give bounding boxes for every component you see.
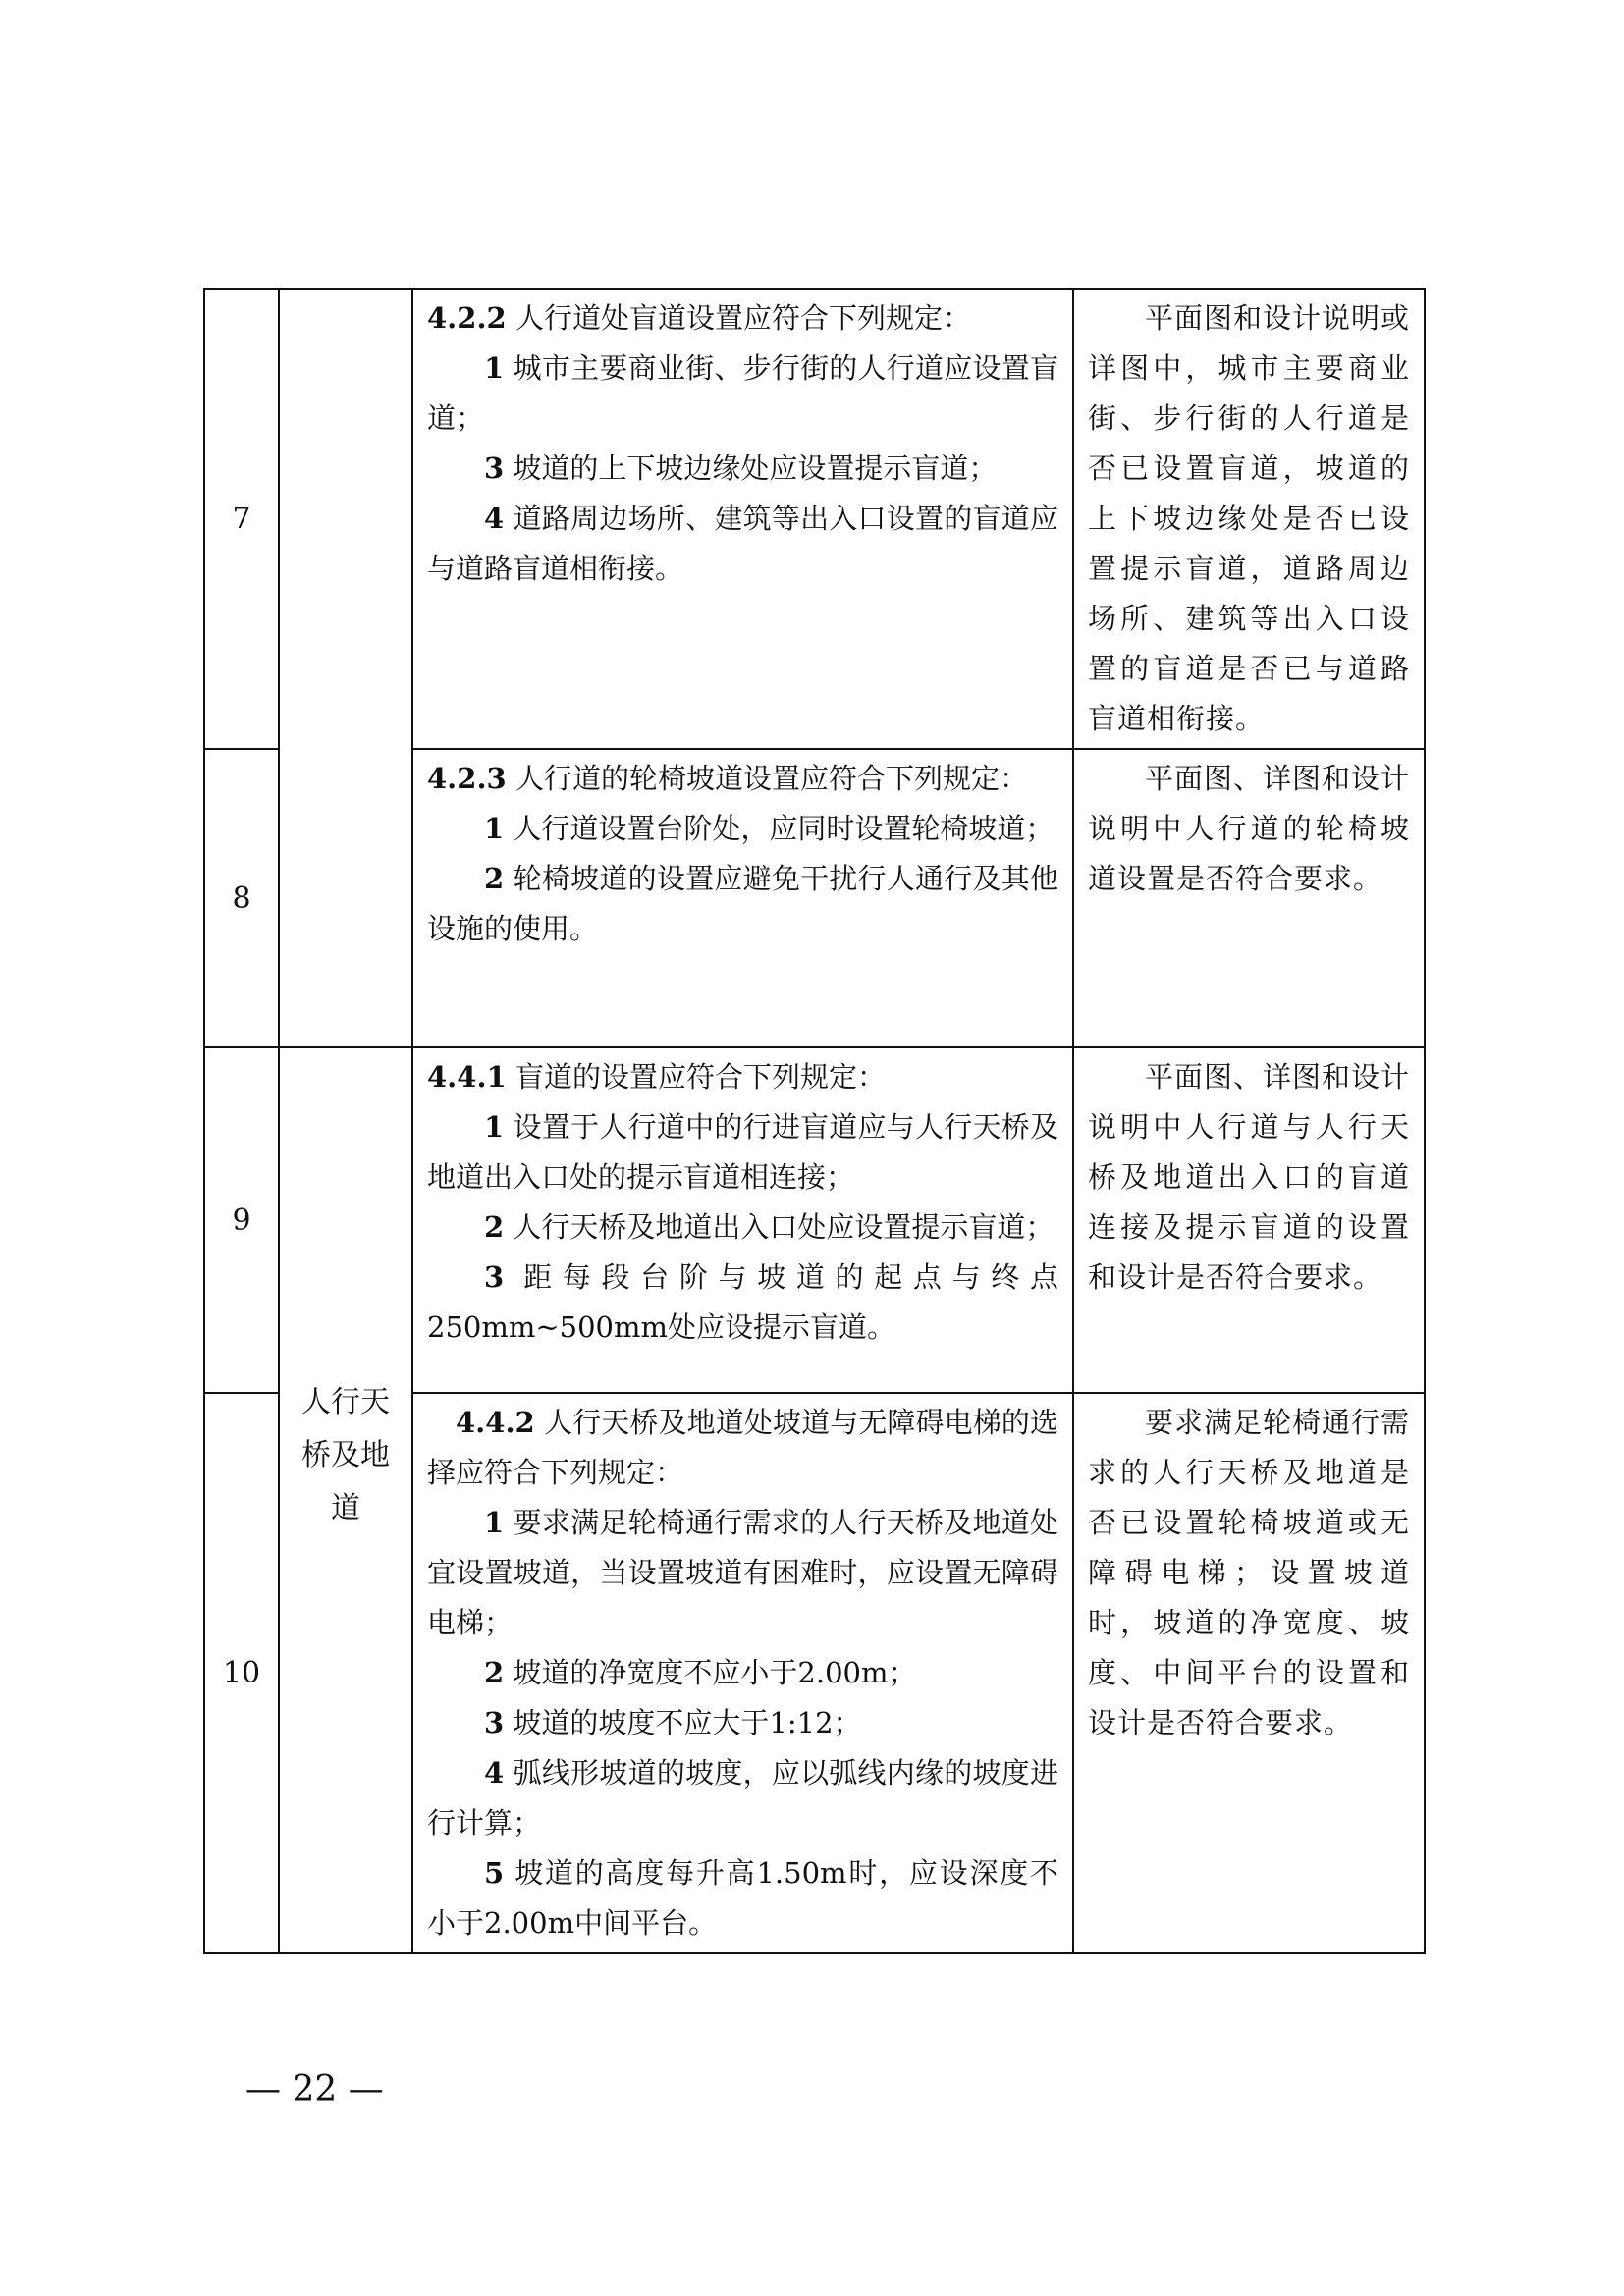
- item-number: 5: [484, 1856, 505, 1890]
- item-text: 坡道的高度每升高1.50m时，应设深度不小于2.00m中间平台。: [427, 1856, 1059, 1940]
- item-text: 弧线形坡道的坡度，应以弧线内缘的坡度进行计算；: [427, 1756, 1058, 1840]
- clause-head: 人行道处盲道设置应符合下列规定：: [514, 301, 971, 335]
- item-text: 坡道的上下坡边缘处应设置提示盲道；: [513, 452, 998, 485]
- table-row: [204, 1047, 1425, 1393]
- check-text: 平面图、详图和设计说明中人行道与人行天桥及地道出入口的盲道连接及提示盲道的设置和设计是否符合要求。: [1088, 1060, 1411, 1294]
- item-text: 道路周边场所、建筑等出入口设置的盲道应与道路盲道相衔接。: [427, 502, 1058, 585]
- item-number: 4: [484, 1756, 505, 1789]
- item-text: 距每段台阶与坡道的起点与终点250mm~500mm处应设提示盲道。: [427, 1260, 1058, 1344]
- check-cell: [1073, 749, 1425, 1047]
- item-number: 3: [484, 1706, 505, 1739]
- category-label: 人行天桥及地道: [301, 1385, 390, 1525]
- clause-id: 4.2.2: [427, 301, 507, 335]
- item-text: 坡道的坡度不应大于1:12；: [513, 1706, 862, 1739]
- check-cell: [1073, 289, 1425, 749]
- check-text: 平面图和设计说明或详图中，城市主要商业街、步行街的人行道是否已设置盲道，坡道的上下坡边缘处是否已设置提示盲道，道路周边场所、建筑等出入口设置的盲道是否已与道路盲道相衔接。: [1088, 301, 1411, 735]
- item-number: 4: [484, 502, 505, 535]
- clause-head: 盲道的设置应符合下列规定：: [514, 1060, 886, 1094]
- clause-id: 4.4.2: [456, 1406, 535, 1439]
- item-text: 坡道的净宽度不应小于2.00m；: [513, 1656, 917, 1689]
- check-text: 平面图、详图和设计说明中人行道的轮椅坡道设置是否符合要求。: [1088, 762, 1411, 895]
- row-number: 10: [204, 1393, 279, 1953]
- page-number: — 22 —: [245, 2069, 384, 2109]
- row-number: 8: [204, 749, 279, 1047]
- clause-cell: [412, 1393, 1073, 1953]
- clause-head: 人行天桥及地道处坡道与无障碍电梯的选择应符合下列规定：: [427, 1406, 1058, 1489]
- category-cell: [279, 289, 412, 1047]
- clause-head: 人行道的轮椅坡道设置应符合下列规定：: [514, 762, 1028, 795]
- table-row: [204, 289, 1425, 749]
- row-number: 7: [204, 289, 279, 749]
- item-text: 轮椅坡道的设置应避免干扰行人通行及其他设施的使用。: [427, 862, 1058, 945]
- item-number: 2: [484, 1656, 505, 1689]
- row-number: 9: [204, 1047, 279, 1393]
- clause-cell: [412, 289, 1073, 749]
- item-number: 1: [484, 1110, 505, 1144]
- check-cell: [1073, 1393, 1425, 1953]
- item-number: 1: [484, 812, 505, 845]
- item-number: 2: [484, 862, 505, 895]
- item-number: 2: [484, 1210, 505, 1244]
- category-cell: [279, 1047, 412, 1953]
- item-text: 人行天桥及地道出入口处应设置提示盲道；: [513, 1210, 1055, 1244]
- item-number: 1: [484, 351, 505, 385]
- item-text: 设置于人行道中的行进盲道应与人行天桥及地道出入口处的提示盲道相连接；: [427, 1110, 1058, 1194]
- clause-id: 4.2.3: [427, 762, 507, 795]
- check-text: 要求满足轮椅通行需求的人行天桥及地道是否已设置轮椅坡道或无障碍电梯；设置坡道时，坡道的净宽度、坡度、中间平台的设置和设计是否符合要求。: [1088, 1406, 1411, 1739]
- item-text: 要求满足轮椅通行需求的人行天桥及地道处宜设置坡道，当设置坡道有困难时，应设置无障碍电梯；: [427, 1506, 1058, 1639]
- clause-cell: [412, 1047, 1073, 1393]
- item-number: 3: [484, 452, 505, 485]
- clause-cell: [412, 749, 1073, 1047]
- review-table: [203, 288, 1426, 1954]
- item-text: 城市主要商业街、步行街的人行道应设置盲道；: [427, 351, 1058, 435]
- item-number: 1: [484, 1506, 505, 1539]
- clause-id: 4.4.1: [427, 1060, 507, 1094]
- check-cell: [1073, 1047, 1425, 1393]
- item-number: 3: [484, 1260, 505, 1294]
- item-text: 人行道设置台阶处，应同时设置轮椅坡道；: [513, 812, 1055, 845]
